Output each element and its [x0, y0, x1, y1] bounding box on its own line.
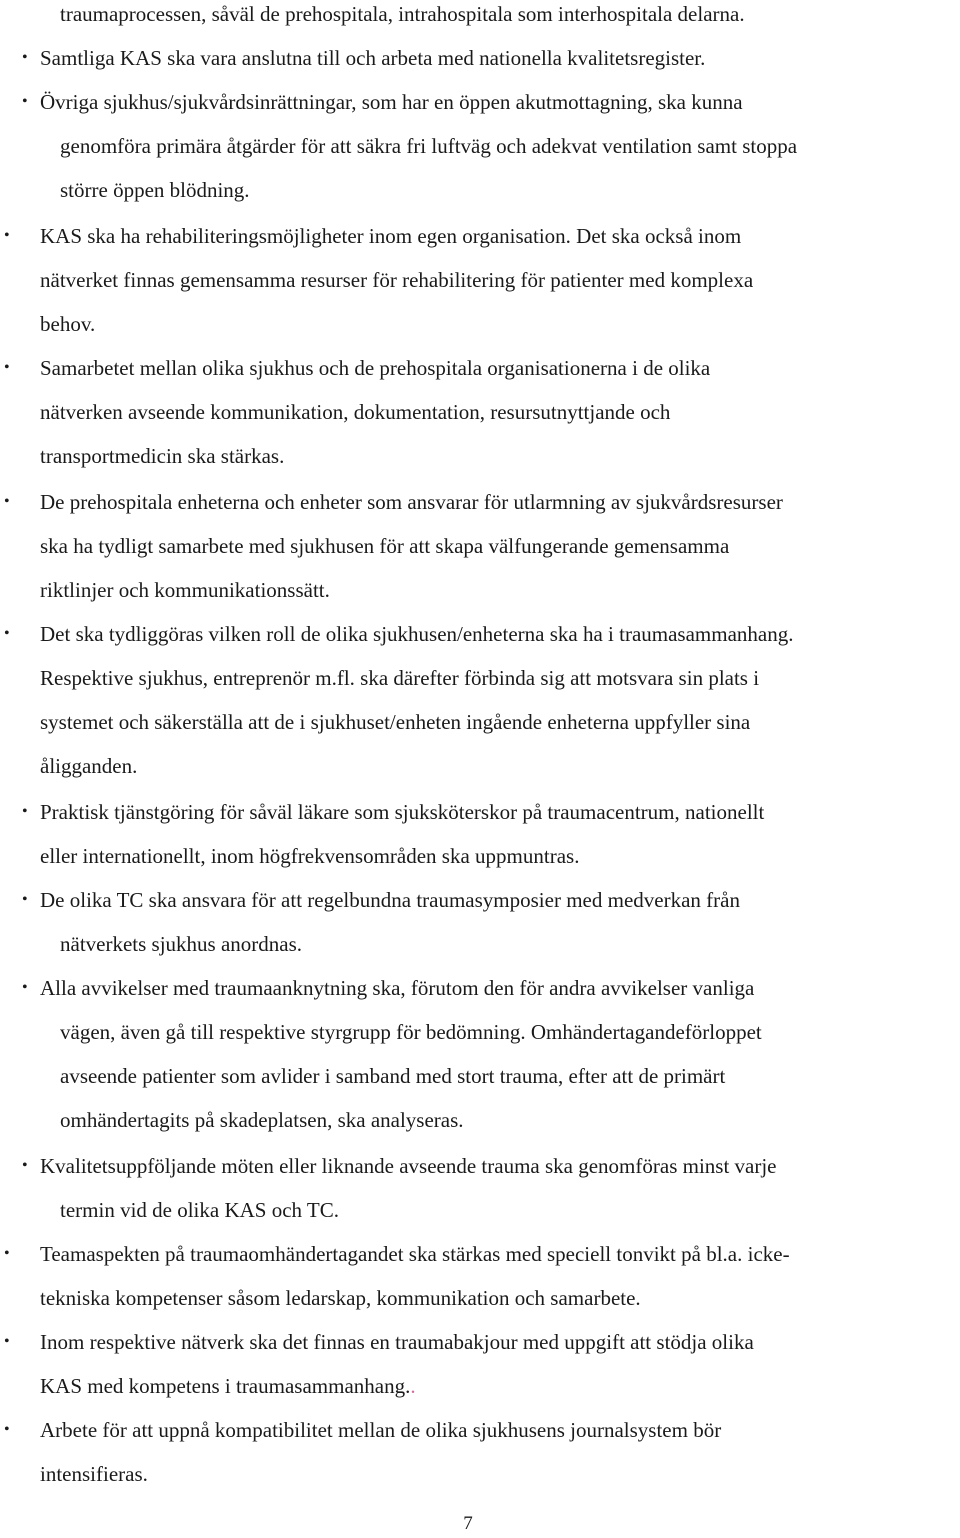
text-line: genomföra primära åtgärder för att säkra fri luftväg och adekvat ventilation samt stoppa — [60, 134, 798, 158]
text-line: nätverkets sjukhus anordnas. — [60, 932, 303, 956]
bullet-4: • — [4, 227, 10, 244]
text-line: Övriga sjukhus/sjukvårdsinrättningar, som har en öppen akutmottagning, ska kunna — [40, 90, 743, 114]
text-line: systemet och säkerställa att de i sjukhuset/enheten ingående enheterna uppfyller sina — [40, 710, 751, 734]
bullet-6: • — [4, 493, 10, 510]
text-line: nätverken avseende kommunikation, dokumentation, resursutnyttjande och — [40, 400, 671, 424]
stray-mark: . — [410, 1374, 416, 1398]
text-line: termin vid de olika KAS och TC. — [60, 1198, 339, 1222]
text-line: De prehospitala enheterna och enheter som ansvarar för utlarmning av sjukvårdsresurser — [40, 490, 783, 514]
bullet-11: • — [22, 1157, 28, 1174]
text-line-with-mark — [40, 1372, 416, 1400]
text-line: Arbete för att uppnå kompatibilitet mellan de olika sjukhusens journalsystem bör — [40, 1418, 722, 1442]
bullet-9: • — [22, 891, 28, 908]
bullet-3: • — [22, 93, 28, 110]
text-line: Samarbetet mellan olika sjukhus och de prehospitala organisationerna i de olika — [40, 356, 711, 380]
text-line: transportmedicin ska stärkas. — [40, 444, 285, 468]
text-line: Teamaspekten på traumaomhändertagandet ska stärkas med speciell tonvikt på bl.a. icke- — [40, 1242, 790, 1266]
text-line: intensifieras. — [40, 1462, 148, 1486]
bullet-13: • — [4, 1333, 10, 1350]
text-line: traumaprocessen, såväl de prehospitala, intrahospitala som interhospitala delarna. — [60, 2, 745, 26]
text-line: behov. — [40, 312, 96, 336]
text-line: större öppen blödning. — [60, 178, 250, 202]
text-line: eller internationellt, inom högfrekvensområden ska uppmuntras. — [40, 844, 580, 868]
bullet-10: • — [22, 979, 28, 996]
text-line: De olika TC ska ansvara för att regelbundna traumasymposier med medverkan från — [40, 888, 740, 912]
text-line: riktlinjer och kommunikationssätt. — [40, 578, 330, 602]
text-line: nätverket finnas gemensamma resurser för rehabilitering för patienter med komplexa — [40, 268, 754, 292]
bullet-2: • — [22, 49, 28, 66]
bullet-14: • — [4, 1421, 10, 1438]
text-line: Samtliga KAS ska vara anslutna till och arbeta med nationella kvalitetsregister. — [40, 46, 706, 70]
page-number: 7 — [463, 1513, 473, 1534]
text-line: tekniska kompetenser såsom ledarskap, kommunikation och samarbete. — [40, 1286, 641, 1310]
text-line: KAS med kompetens i traumasammanhang. — [40, 1374, 411, 1398]
text-line: avseende patienter som avlider i samband med stort trauma, efter att de primärt — [60, 1064, 726, 1088]
text-line: Praktisk tjänstgöring för såväl läkare som sjuksköterskor på traumacentrum, nationellt — [40, 800, 765, 824]
bullet-8: • — [22, 803, 28, 820]
text-line: omhändertagits på skadeplatsen, ska analyseras. — [60, 1108, 464, 1132]
text-line: vägen, även gå till respektive styrgrupp för bedömning. Omhändertagandeförloppet — [60, 1020, 762, 1044]
text-line: KAS ska ha rehabiliteringsmöjligheter inom egen organisation. Det ska också inom — [40, 224, 742, 248]
text-line: ska ha tydligt samarbete med sjukhusen för att skapa välfungerande gemensamma — [40, 534, 730, 558]
text-line: Alla avvikelser med traumaanknytning ska, förutom den för andra avvikelser vanliga — [40, 976, 755, 1000]
text-line: Det ska tydliggöras vilken roll de olika sjukhusen/enheterna ska ha i traumasammanhang. — [40, 622, 794, 646]
bullet-5: • — [4, 359, 10, 376]
bullet-12: • — [4, 1245, 10, 1262]
text-line: åligganden. — [40, 754, 138, 778]
text-line: Kvalitetsuppföljande möten eller liknande avseende trauma ska genomföras minst varje — [40, 1154, 777, 1178]
text-line: Respektive sjukhus, entreprenör m.fl. ska därefter förbinda sig att motsvara sin plats i — [40, 666, 760, 690]
text-line: Inom respektive nätverk ska det finnas en traumabakjour med uppgift att stödja olika — [40, 1330, 754, 1354]
bullet-7: • — [4, 625, 10, 642]
